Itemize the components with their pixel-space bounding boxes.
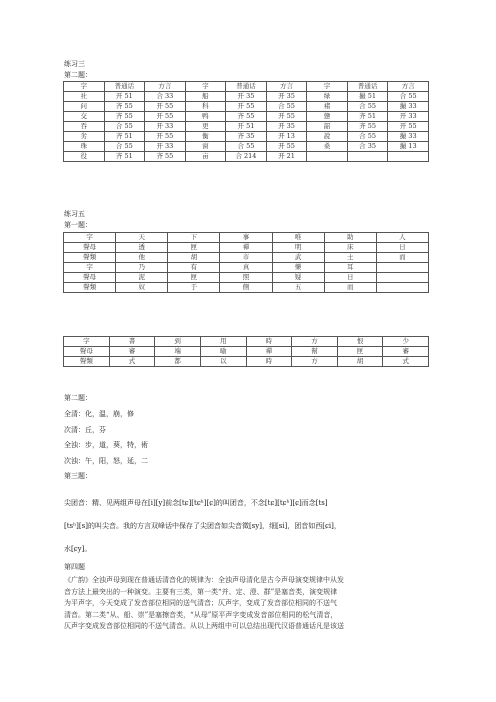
table-cell: 齐 55 [347,122,388,132]
table-row [64,273,429,283]
table-cell: 齐 55 [104,102,145,112]
table-cell: 劣 [64,132,105,142]
table-cell: 而 [376,253,428,263]
table-cell: 少 [383,337,429,347]
table-cell: 船 [185,92,226,102]
voicing-line: 次浊：午，阳，怒，延，二 [64,456,148,465]
paragraph-line: 《广韵》全浊声母到现在普通话清音化的规律为：全浊声母清化是古今声母演变规律中从发 [64,576,344,584]
table-row [64,243,429,253]
table-cell: 事 [220,233,272,243]
table-cell: 开 35 [266,92,307,102]
table-cell: 开 33 [145,122,186,132]
table-cell: 武 [272,253,324,263]
table-cell: 而 [324,283,376,293]
table-row [64,357,429,367]
paragraph-line: 水[ɕy]。 [64,545,92,553]
table-cell: 开 35 [266,122,307,132]
table-cell: 都 [155,357,201,367]
voicing-line: 全清：化，温，崩，修 [64,410,134,418]
table-cell: 胡 [337,357,383,367]
paragraph-line: [tsʰ][s]的叫尖音。我的方言双峰话中保存了尖团音如尖音徵[sy]，细[si]，团音如西[ɕi]， [64,522,341,530]
table-cell: 普通话 [226,82,267,92]
exercise3-heading: 练习三 [64,60,85,68]
table-cell: 方 [292,357,338,367]
table-cell: 透 [116,243,168,253]
table-row [64,112,429,122]
paragraph-line: 清音。第二类“从、船、崇”是塞擦音类，“从母”原平声字变成发音部位相同的松气清音， [64,610,338,619]
table-cell: 樂 [272,263,324,273]
table-cell: 撮 33 [388,132,429,142]
table-cell: 時 [246,357,292,367]
table-cell: 奴 [116,283,168,293]
table-cell: 端 [155,347,201,357]
table-cell: 亩 [185,152,226,162]
table-cell: 齐 51 [347,112,388,122]
table-cell: 士 [324,253,376,263]
table-cell: 合 55 [388,92,429,102]
table-cell: 聲類 [64,253,116,263]
table-cell: 聲母 [64,347,110,357]
table-cell: 开 55 [145,112,186,122]
guangyun-paragraph [64,575,436,633]
table-cell: 褚 [307,102,348,112]
table-cell: 聲類 [64,357,110,367]
table-cell: 日 [376,243,428,253]
table-cell: 开 21 [266,152,307,162]
table-cell: 方言 [266,82,307,92]
table-cell: 鸭 [185,112,226,122]
table-cell: 问 [64,102,105,112]
table-cell: 开 33 [145,142,186,152]
table-cell: 匣 [168,243,220,253]
jiantuan-paragraph [64,492,436,561]
table-row [64,92,429,102]
table-cell: 普通话 [347,82,388,92]
table-cell: 說 [307,132,348,142]
table-cell: 合 55 [104,122,145,132]
table-cell: 桑 [307,142,348,152]
table-cell: 明 [272,243,324,253]
table-cell: 下 [168,233,220,243]
table-cell: 泥 [116,273,168,283]
table-cell: 开 55 [145,132,186,142]
table-cell: 普通话 [104,82,145,92]
table-row [64,152,429,162]
table-cell: 合 55 [104,142,145,152]
table-row [64,102,429,112]
table-row [64,132,429,142]
table-cell: 書 [109,337,155,347]
table-cell: 審 [383,347,429,357]
table-cell: 審 [109,347,155,357]
table-cell: 床 [324,243,376,253]
table-cell: 照 [220,273,272,283]
question2-label: 第二题： [64,71,92,79]
table-cell: 齐 55 [145,152,186,162]
table-cell: 合 55 [226,142,267,152]
exercise5-heading: 练习五 [64,210,85,218]
table-cell: 疑 [272,273,324,283]
table-header-row [64,82,429,92]
table-cell: 开 33 [388,112,429,122]
table-cell: 側 [220,283,272,293]
table-cell: 他 [116,253,168,263]
paragraph-line: 为平声字，今天变成了发音部位相同的送气清音；仄声字，变成了发音部位相同的不送气 [64,599,337,607]
table-cell: 字 [64,263,116,273]
table-cell: 有 [168,263,220,273]
table-cell: 字 [185,82,226,92]
table-cell: 式 [383,357,429,367]
table-cell: 撮 13 [388,142,429,152]
table-cell: 齐 51 [104,152,145,162]
table-row [64,122,429,132]
table-row [64,142,429,152]
table-cell: 字 [64,233,116,243]
voicing-line: 全浊：步，道，葵，特，術 [64,441,148,449]
paragraph-line: 尖团音：精、见两组声母在[i][y]前念[tɕ][tɕʰ][ɕ]的叫团音，不念[tɕ][tɕʰ][ɕ]而念[ts] [64,499,328,507]
table-cell: 役 [64,152,105,162]
table-cell: 匣 [337,347,383,357]
table-cell [376,283,428,293]
table-cell: 市 [220,253,272,263]
table-cell: 合 35 [347,142,388,152]
table-cell: 人 [376,233,428,243]
table-cell: 齐 55 [104,112,145,122]
table-cell: 匣 [168,273,220,283]
table-cell [376,273,428,283]
table-cell: 方 [292,337,338,347]
table-cell [347,152,388,162]
question1-label: 第一题： [64,221,92,229]
table-cell: 开 35 [226,92,267,102]
table-cell: 珠 [64,142,105,152]
voicing-list [64,407,148,469]
voicing-line: 次清：丘，芬 [64,425,106,434]
paragraph-line: 音方法上最突出的一种演变。主要有三类，第一类“并、定、澄、群”是塞音类，演变规律 [64,587,338,596]
table-cell: 合 55 [347,102,388,112]
table-cell: 禪 [246,347,292,357]
table-cell: 日 [324,273,376,283]
question3-label: 第三题： [64,472,92,480]
table-cell: 唯 [272,233,324,243]
table-cell: 字 [64,82,105,92]
table-cell: 开 55 [388,122,429,132]
table-cell: 時 [246,337,292,347]
table-cell: 绿 [307,92,348,102]
table-row [64,337,429,347]
table-cell: 真 [220,263,272,273]
table-cell: 助 [324,233,376,243]
table-cell [388,152,429,162]
table-cell: 合 55 [347,132,388,142]
table-cell: 到 [155,337,201,347]
question2-label: 第二题： [64,394,92,402]
table-cell: 乃 [116,263,168,273]
table-cell: 撮 51 [347,92,388,102]
table-cell: 耳 [324,263,376,273]
table-cell: 幫 [292,347,338,357]
table-cell: 科 [185,102,226,112]
paragraph-line: 仄声字变成发音部位相同的不送气清音。从以上两组中可以总结出现代汉语普通话凡是该送 [64,622,344,630]
table-cell [307,152,348,162]
table-cell: 禪 [220,243,272,253]
table-row [64,347,429,357]
table-cell: 开 55 [266,142,307,152]
initials-table-1 [63,232,429,293]
table-cell: 方言 [388,82,429,92]
table-cell: 撮 33 [388,102,429,112]
table-row [64,263,429,273]
table-cell: 恨 [337,337,383,347]
initials-table-2 [63,336,429,367]
table-cell: 开 51 [226,122,267,132]
table-cell: 聲母 [64,273,116,283]
table-cell: 喻 [200,347,246,357]
table-cell: 字 [64,337,110,347]
table-cell: 吞 [64,122,105,132]
table-cell: 窗 [185,142,226,152]
table-row [64,283,429,293]
table-cell: 开 55 [266,112,307,122]
table-cell: 字 [307,82,348,92]
table-cell: 开 13 [266,132,307,142]
table-cell: 更 [185,122,226,132]
table-cell: 开 51 [104,92,145,102]
phonetics-table-3 [63,81,429,162]
table-cell: 社 [64,92,105,102]
table-cell: 韶 [307,122,348,132]
table-cell: 天 [116,233,168,243]
table-cell: 开 55 [226,102,267,112]
table-row [64,233,429,243]
table-cell: 交 [64,112,105,122]
table-cell: 聲母 [64,243,116,253]
table-cell: 合 214 [226,152,267,162]
table-cell: 齐 51 [104,132,145,142]
table-cell: 方言 [145,82,186,92]
table-cell: 式 [109,357,155,367]
table-cell: 齐 55 [226,112,267,122]
table-cell [376,263,428,273]
table-cell: 合 55 [266,102,307,112]
table-cell: 于 [168,283,220,293]
table-cell: 戆 [307,112,348,122]
table-cell: 用 [200,337,246,347]
table-cell: 衡 [185,132,226,142]
table-cell: 五 [272,283,324,293]
table-cell: 合 33 [145,92,186,102]
table-cell: 开 55 [145,102,186,112]
table-cell: 胡 [168,253,220,263]
question4-label: 第四题 [64,563,85,571]
table-cell: 聲類 [64,283,116,293]
table-cell: 齐 35 [226,132,267,142]
table-row [64,253,429,263]
table-cell: 以 [200,357,246,367]
